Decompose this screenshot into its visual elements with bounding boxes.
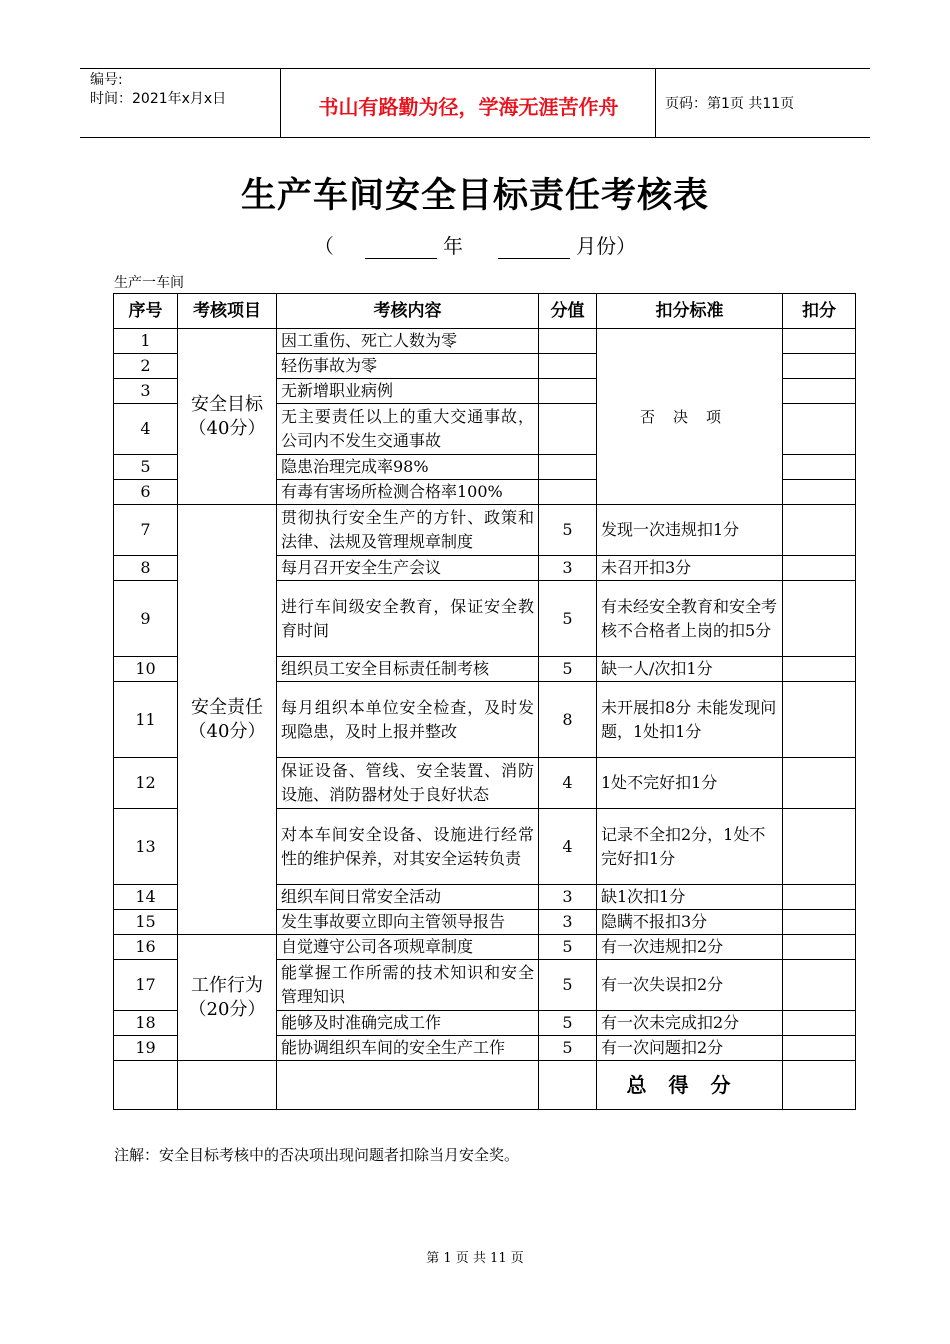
row-no: 14 (114, 885, 178, 910)
header-item: 考核项目 (178, 294, 277, 329)
row-score: 3 (539, 885, 597, 910)
period-year: 年 (443, 234, 463, 258)
header-standard: 扣分标准 (597, 294, 783, 329)
document-title: 生产车间安全目标责任考核表 (240, 176, 709, 216)
row-standard: 未开展扣8分 未能发现问题，1处扣1分 (597, 682, 783, 758)
row-no: 9 (114, 581, 178, 657)
deduction-cell[interactable] (783, 505, 856, 556)
row-no: 13 (114, 809, 178, 885)
row-score: 5 (539, 581, 597, 657)
deduction-cell[interactable] (783, 556, 856, 581)
row-no: 16 (114, 935, 178, 960)
row-content: 保证设备、管线、安全装置、消防设施、消防器材处于良好状态 (277, 758, 539, 809)
row-score: 8 (539, 682, 597, 758)
header-page-info: 页码：第1页 共11页 (665, 96, 795, 112)
row-standard: 有未经安全教育和安全考核不合格者上岗的扣5分 (597, 581, 783, 657)
header-deduction: 扣分 (783, 294, 856, 329)
assessment-table (113, 293, 856, 1110)
row-no: 1 (114, 329, 178, 354)
row-no: 15 (114, 910, 178, 935)
row-score: 3 (539, 556, 597, 581)
serial-label: 编号: (90, 72, 123, 88)
deduction-cell[interactable] (783, 329, 856, 354)
row-score: 3 (539, 910, 597, 935)
row-no: 17 (114, 960, 178, 1011)
row-score (539, 455, 597, 480)
deduction-cell[interactable] (783, 455, 856, 480)
row-content: 能够及时准确完成工作 (277, 1011, 539, 1036)
header-divider (655, 69, 656, 137)
row-standard: 隐瞒不报扣3分 (597, 910, 783, 935)
group-label-safety-responsibility: 安全责任（40分） (178, 505, 277, 935)
row-no: 12 (114, 758, 178, 809)
deduction-cell[interactable] (783, 1011, 856, 1036)
total-empty-cell (178, 1061, 277, 1110)
total-score-cell[interactable] (783, 1061, 856, 1110)
document-header (80, 68, 870, 138)
row-content: 每月组织本单位安全检查，及时发现隐患，及时上报并整改 (277, 682, 539, 758)
row-no: 2 (114, 354, 178, 379)
month-blank (498, 238, 570, 259)
row-score: 5 (539, 1036, 597, 1061)
time-label: 时间：2021年x月x日 (90, 91, 227, 107)
row-standard: 缺1次扣1分 (597, 885, 783, 910)
table-header-row (114, 294, 856, 329)
row-score (539, 329, 597, 354)
period-open: （ (313, 234, 334, 258)
row-content: 无主要责任以上的重大交通事故，公司内不发生交通事故 (277, 404, 539, 455)
row-no: 3 (114, 379, 178, 404)
row-content: 无新增职业病例 (277, 379, 539, 404)
row-content: 有毒有害场所检测合格率100% (277, 480, 539, 505)
row-standard: 有一次问题扣2分 (597, 1036, 783, 1061)
total-row (114, 1061, 856, 1110)
group-label-work-behavior: 工作行为（20分） (178, 935, 277, 1061)
row-standard: 未召开扣3分 (597, 556, 783, 581)
row-score: 5 (539, 505, 597, 556)
row-standard: 记录不全扣2分，1处不完好扣1分 (597, 809, 783, 885)
row-content: 能掌握工作所需的技术知识和安全管理知识 (277, 960, 539, 1011)
row-score: 4 (539, 758, 597, 809)
workshop-label: 生产一车间 (114, 275, 184, 291)
header-divider (280, 69, 281, 137)
row-content: 组织员工安全目标责任制考核 (277, 657, 539, 682)
deduction-cell[interactable] (783, 809, 856, 885)
year-blank (365, 238, 437, 259)
period-month: 月份） (576, 234, 637, 258)
row-content: 对本车间安全设备、设施进行经常性的维护保养，对其安全运转负责 (277, 809, 539, 885)
total-score-label: 总得分 (597, 1061, 783, 1110)
deduction-cell[interactable] (783, 354, 856, 379)
deduction-cell[interactable] (783, 379, 856, 404)
row-score: 5 (539, 960, 597, 1011)
row-score (539, 354, 597, 379)
row-no: 5 (114, 455, 178, 480)
row-score (539, 404, 597, 455)
period-line (0, 230, 950, 259)
row-standard: 1处不完好扣1分 (597, 758, 783, 809)
deduction-cell[interactable] (783, 910, 856, 935)
row-no: 19 (114, 1036, 178, 1061)
row-score: 5 (539, 1011, 597, 1036)
row-no: 10 (114, 657, 178, 682)
header-no: 序号 (114, 294, 178, 329)
row-content: 发生事故要立即向主管领导报告 (277, 910, 539, 935)
row-no: 6 (114, 480, 178, 505)
table-row (114, 505, 856, 556)
total-empty-cell (539, 1061, 597, 1110)
row-content: 能协调组织车间的安全生产工作 (277, 1036, 539, 1061)
row-no: 8 (114, 556, 178, 581)
deduction-cell[interactable] (783, 657, 856, 682)
footnote: 注解：安全目标考核中的否决项出现问题者扣除当月安全奖。 (114, 1146, 520, 1164)
table-row (114, 935, 856, 960)
row-content: 因工重伤、死亡人数为零 (277, 329, 539, 354)
row-content: 轻伤事故为零 (277, 354, 539, 379)
row-score: 5 (539, 935, 597, 960)
header-motto: 书山有路勤为径，学海无涯苦作舟 (318, 95, 619, 119)
deduction-cell[interactable] (783, 404, 856, 455)
row-content: 自觉遵守公司各项规章制度 (277, 935, 539, 960)
row-no: 18 (114, 1011, 178, 1036)
row-content: 隐患治理完成率98% (277, 455, 539, 480)
deduction-cell[interactable] (783, 682, 856, 758)
row-score: 4 (539, 809, 597, 885)
deduction-cell[interactable] (783, 885, 856, 910)
deduction-cell[interactable] (783, 581, 856, 657)
row-score (539, 379, 597, 404)
row-content: 组织车间日常安全活动 (277, 885, 539, 910)
row-no: 11 (114, 682, 178, 758)
header-meta (90, 71, 226, 109)
deduction-cell[interactable] (783, 960, 856, 1011)
row-score (539, 480, 597, 505)
row-no: 7 (114, 505, 178, 556)
total-empty-cell (114, 1061, 178, 1110)
veto-cell: 否决项 (597, 329, 783, 505)
header-content: 考核内容 (277, 294, 539, 329)
row-standard: 缺一人/次扣1分 (597, 657, 783, 682)
deduction-cell[interactable] (783, 758, 856, 809)
deduction-cell[interactable] (783, 935, 856, 960)
row-score: 5 (539, 657, 597, 682)
row-content: 进行车间级安全教育，保证安全教育时间 (277, 581, 539, 657)
row-content: 每月召开安全生产会议 (277, 556, 539, 581)
table-row (114, 329, 856, 354)
row-standard: 有一次失误扣2分 (597, 960, 783, 1011)
deduction-cell[interactable] (783, 480, 856, 505)
header-score: 分值 (539, 294, 597, 329)
row-no: 4 (114, 404, 178, 455)
page-footer: 第 1 页 共 11 页 (426, 1251, 524, 1266)
row-content: 贯彻执行安全生产的方针、政策和法律、法规及管理规章制度 (277, 505, 539, 556)
deduction-cell[interactable] (783, 1036, 856, 1061)
total-empty-cell (277, 1061, 539, 1110)
row-standard: 发现一次违规扣1分 (597, 505, 783, 556)
group-label-safety-target: 安全目标（40分） (178, 329, 277, 505)
row-standard: 有一次未完成扣2分 (597, 1011, 783, 1036)
row-standard: 有一次违规扣2分 (597, 935, 783, 960)
